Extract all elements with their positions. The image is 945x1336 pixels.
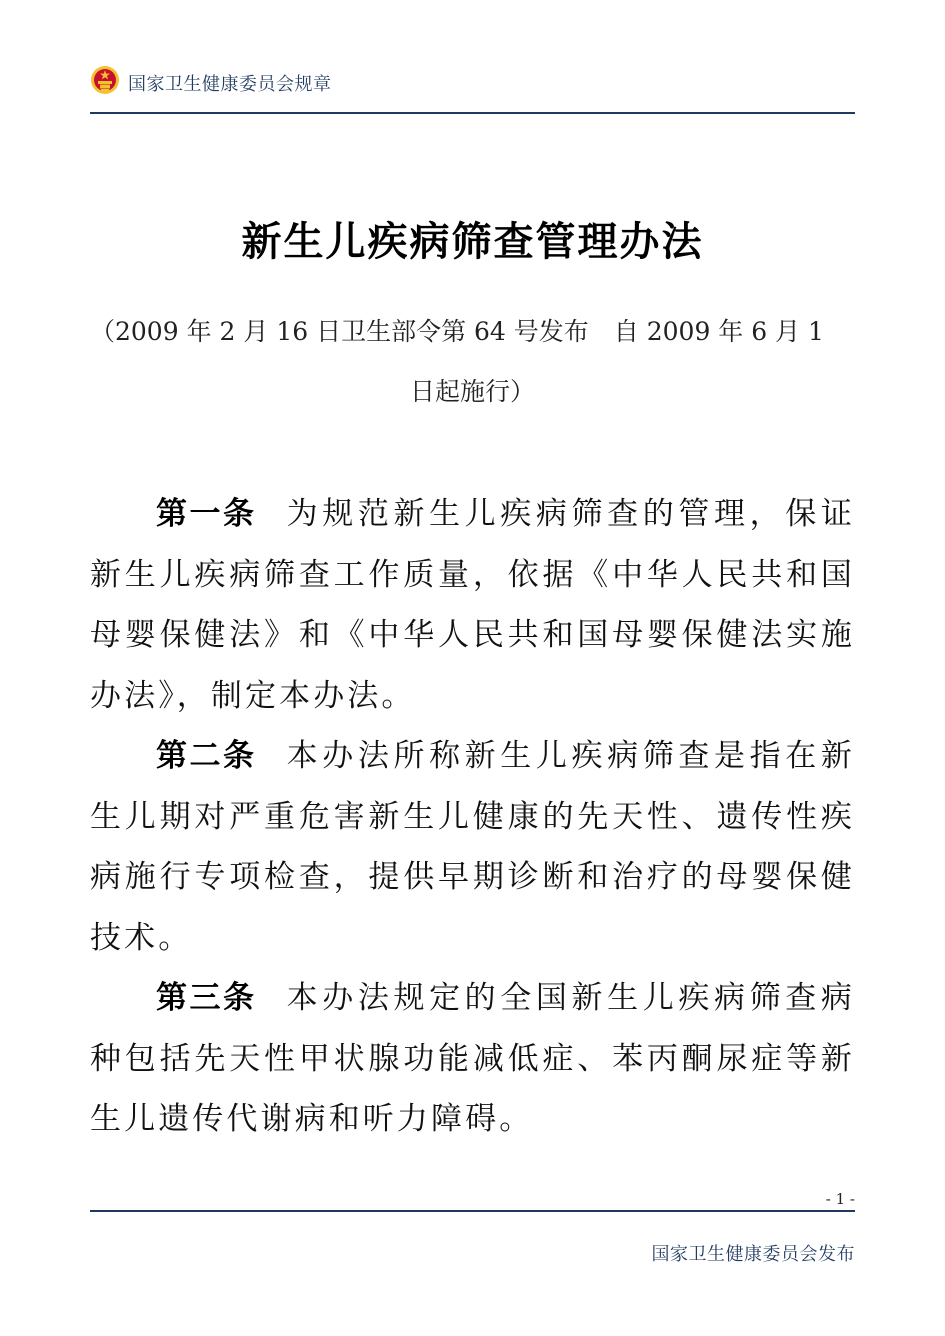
header-divider	[90, 112, 855, 114]
article-text: 本办法规定的全国新生儿疾病筛查病种包括先天性甲状腺功能减低症、苯丙酮尿症等新生儿遗传代谢病和听力障碍。	[90, 980, 856, 1137]
document-body	[90, 484, 855, 1150]
article-paragraph	[90, 726, 855, 968]
footer-divider	[90, 1210, 855, 1212]
page-header	[90, 62, 855, 112]
subtitle-line-2: 日起施行）	[409, 377, 535, 406]
article-paragraph	[90, 968, 855, 1150]
footer-publisher: 国家卫生健康委员会发布	[651, 1244, 855, 1265]
article-text: 本办法所称新生儿疾病筛查是指在新生儿期对严重危害新生儿健康的先天性、遗传性疾病施行专项检查，提供早期诊断和治疗的母婴保健技术。	[90, 738, 856, 956]
document-subtitle	[90, 302, 855, 422]
article-text: 为规范新生儿疾病筛查的管理，保证新生儿疾病筛查工作质量，依据《中华人民共和国母婴保健法》和《中华人民共和国母婴保健法实施办法》，制定本办法。	[90, 496, 856, 714]
article-paragraph	[90, 484, 855, 726]
article-label: 第三条	[156, 980, 257, 1016]
subtitle-line-1: （2009 年 2 月 16 日卫生部令第 64 号发布 自 2009 年 6 月 1	[90, 317, 824, 346]
page-number: - 1 -	[825, 1190, 855, 1208]
header-org-label: 国家卫生健康委员会规章	[128, 74, 332, 95]
article-label: 第一条	[156, 496, 257, 532]
article-label: 第二条	[156, 738, 257, 774]
document-title: 新生儿疾病筛查管理办法	[241, 218, 704, 265]
national-emblem-icon	[90, 65, 120, 95]
